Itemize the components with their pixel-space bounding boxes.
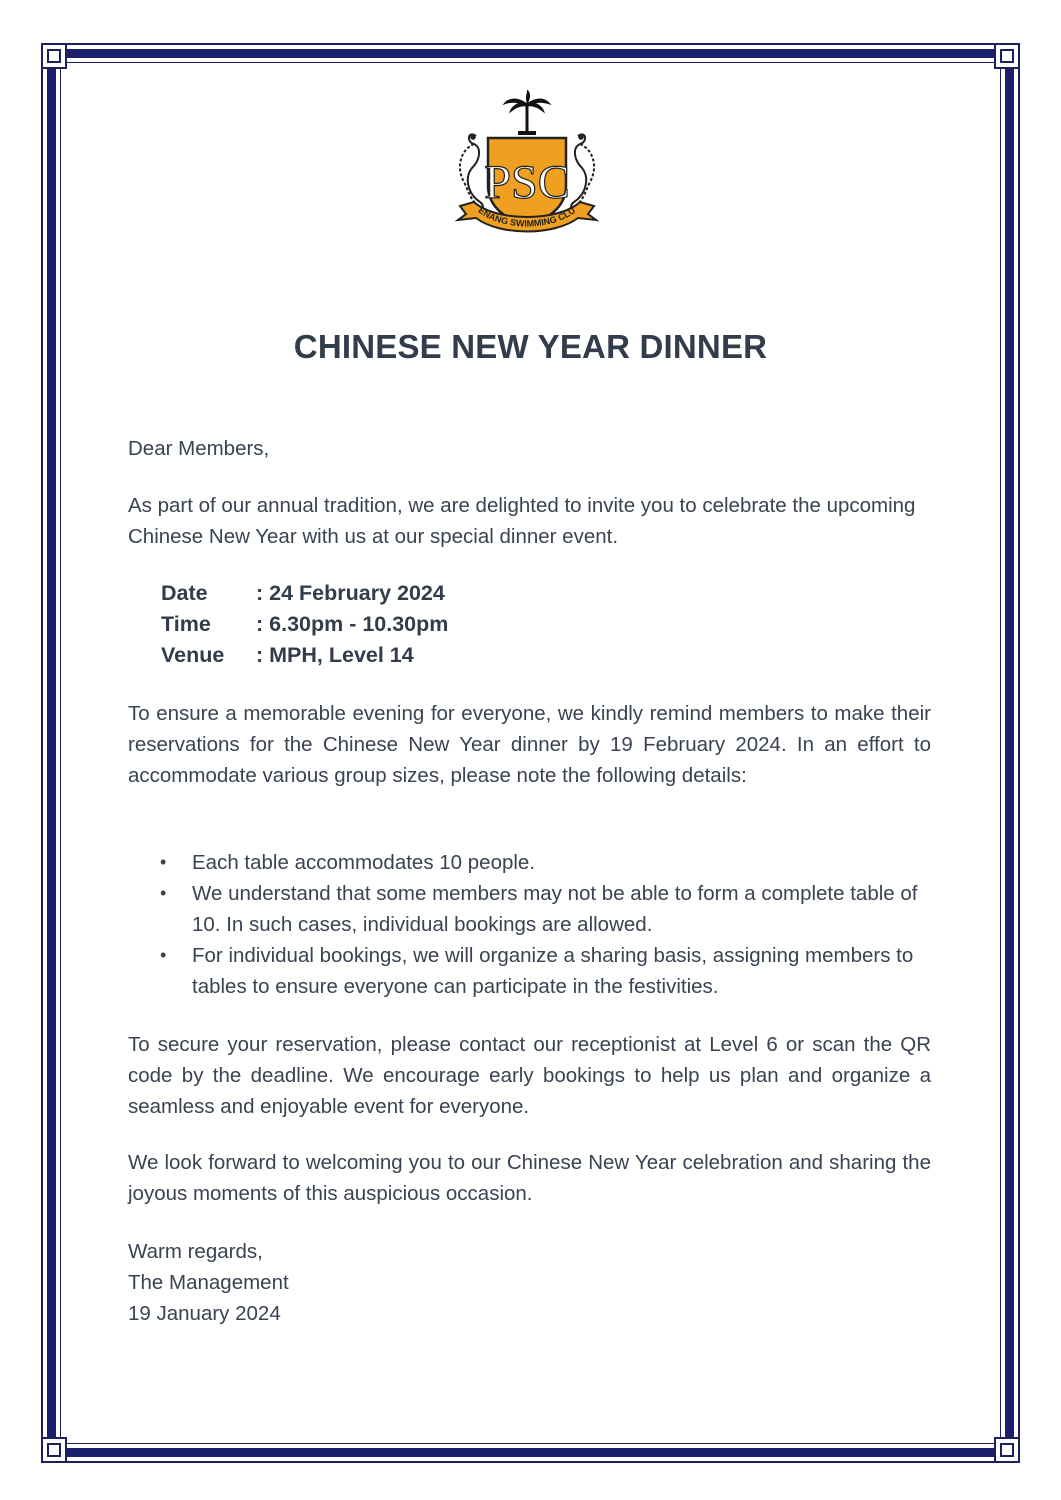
detail-label: Venue: [161, 643, 225, 667]
svg-text:PSC: PSC: [484, 156, 570, 209]
bullet-icon: •: [160, 852, 167, 872]
page-title: CHINESE NEW YEAR DINNER: [293, 328, 768, 366]
bullet-icon: •: [160, 945, 167, 965]
border-corner-ornament: [994, 43, 1020, 69]
signer-name: The Management: [128, 1271, 289, 1294]
seahorse-icon: [460, 134, 483, 212]
bullet-icon: •: [160, 883, 167, 903]
secure-reservation-paragraph: To secure your reservation, please contact our receptionist at Level 6 or scan the QR code by the deadline. We encourage early bookings to help us plan and organize a seamless and enjoyable event for everyone.: [128, 1033, 931, 1118]
reservation-paragraph: To ensure a memorable evening for everyone, we kindly remind members to make their reservations for the Chinese New Year dinner by 19 February 2024. In an effort to accommodate various group sizes, please note the following details:: [128, 702, 931, 787]
letter-date: 19 January 2024: [128, 1302, 281, 1325]
border-corner-ornament: [994, 1437, 1020, 1463]
svg-text:PENANG SWIMMING CLUB: ENANG SWIMMING CLU: [476, 205, 578, 229]
list-item: • We understand that some members may not be able to form a complete table of 10. In such cases, individual bookings are allowed.: [160, 878, 920, 940]
detail-value: : 6.30pm - 10.30pm: [256, 612, 449, 636]
detail-row-time: [161, 609, 448, 640]
detail-row-date: [161, 578, 448, 609]
signoff-block: [128, 1236, 931, 1329]
regards-line: Warm regards,: [128, 1240, 263, 1263]
booking-details-list: [160, 847, 920, 1002]
list-item: • Each table accommodates 10 people.: [160, 847, 920, 878]
detail-label: Date: [161, 581, 208, 605]
event-details: [161, 578, 448, 671]
palm-tree-icon: [504, 90, 550, 135]
detail-row-venue: [161, 640, 448, 671]
intro-paragraph: As part of our annual tradition, we are delighted to invite you to celebrate the upcoming Chinese New Year with us at our special dinner event.: [128, 494, 916, 548]
detail-value: : MPH, Level 14: [256, 643, 414, 667]
list-item: • For individual bookings, we will organize a sharing basis, assigning members to tables to ensure everyone can participate in the festivities.: [160, 940, 920, 1002]
border-corner-ornament: [41, 43, 67, 69]
salutation: Dear Members,: [128, 437, 270, 460]
closing-paragraph: We look forward to welcoming you to our Chinese New Year celebration and sharing the joyous moments of this auspicious occasion.: [128, 1151, 931, 1205]
seahorse-icon: [571, 134, 594, 212]
club-crest-logo: [446, 90, 608, 244]
detail-label: Time: [161, 612, 211, 636]
border-corner-ornament: [41, 1437, 67, 1463]
detail-value: : 24 February 2024: [256, 581, 445, 605]
